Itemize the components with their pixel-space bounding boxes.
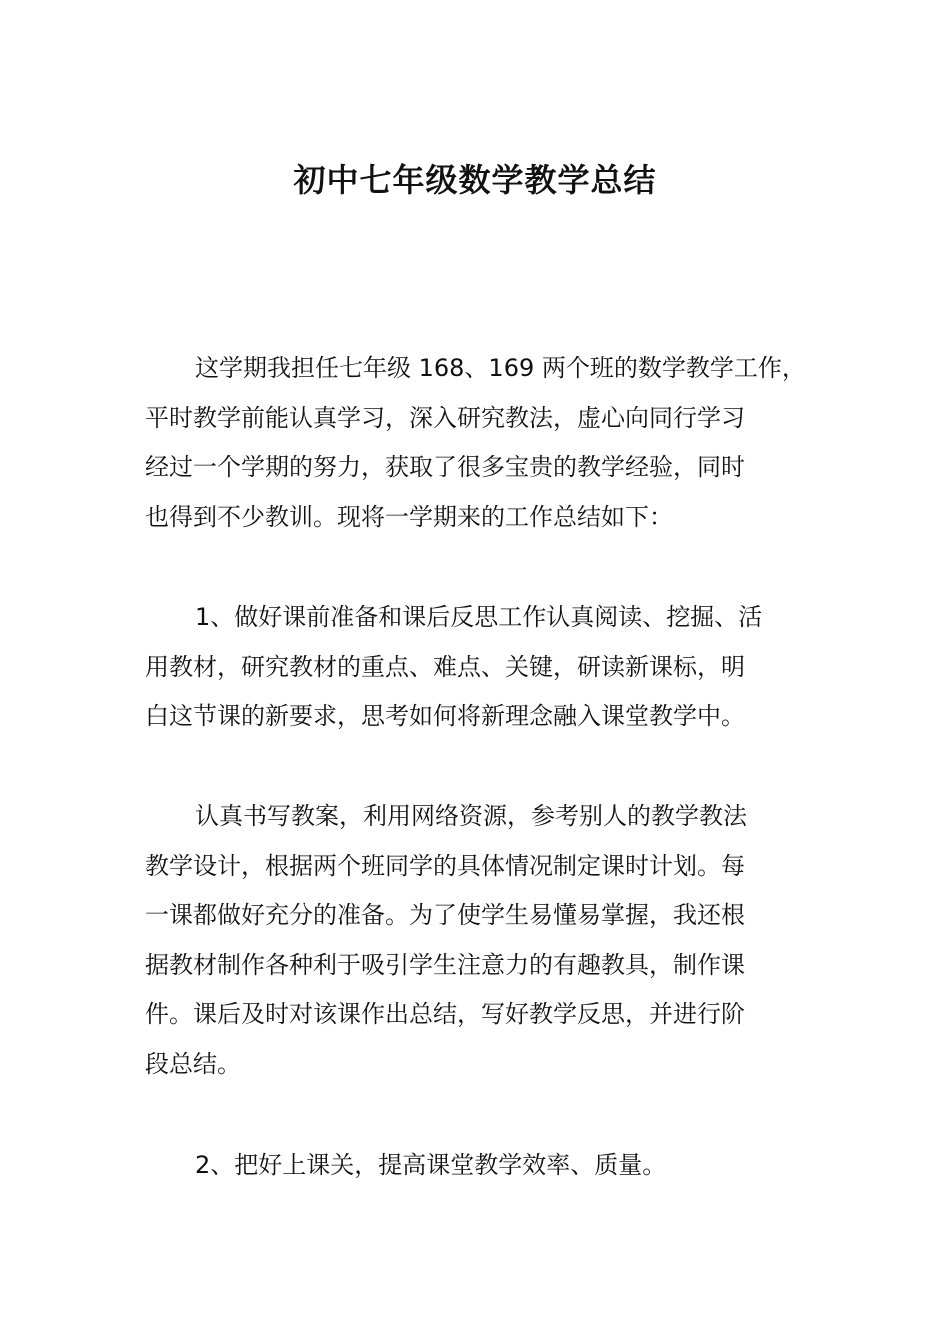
text-line: 1、做好课前准备和课后反思工作认真阅读、挖掘、活 (195, 603, 763, 631)
text-line: 白这节课的新要求，思考如何将新理念融入课堂教学中。 (145, 702, 745, 731)
text-line: 2、把好上课关，提高课堂教学效率、质量。 (195, 1151, 667, 1179)
text-line: 这学期我担任七年级 168、169 两个班的数学教学工作， (195, 354, 806, 382)
text-line: 教学设计，根据两个班同学的具体情况制定课时计划。每 (145, 851, 745, 880)
paragraph-lesson-prep (145, 792, 815, 1090)
text-line: 经过一个学期的努力，获取了很多宝贵的教学经验，同时 (145, 453, 745, 482)
text-line: 一课都做好充分的准备。为了使学生易懂易掌握，我还根 (145, 901, 745, 930)
text-line: 认真书写教案，利用网络资源，参考别人的教学教法 (195, 802, 747, 830)
paragraph-intro (145, 344, 815, 542)
paragraph-section-1 (145, 593, 815, 742)
text-line: 用教材，研究教材的重点、难点、关键，研读新课标，明 (145, 652, 745, 681)
text-line: 也得到不少教训。现将一学期来的工作总结如下： (145, 502, 673, 531)
text-line: 件。课后及时对该课作出总结，写好教学反思，并进行阶 (145, 1000, 745, 1029)
text-line: 段总结。 (145, 1049, 241, 1078)
document-title: 初中七年级数学教学总结 (293, 161, 657, 199)
text-line: 据教材制作各种利于吸引学生注意力的有趣教具，制作课 (145, 950, 745, 979)
text-line: 平时教学前能认真学习，深入研究教法，虚心向同行学习 (145, 403, 745, 432)
paragraph-section-2 (145, 1141, 815, 1191)
